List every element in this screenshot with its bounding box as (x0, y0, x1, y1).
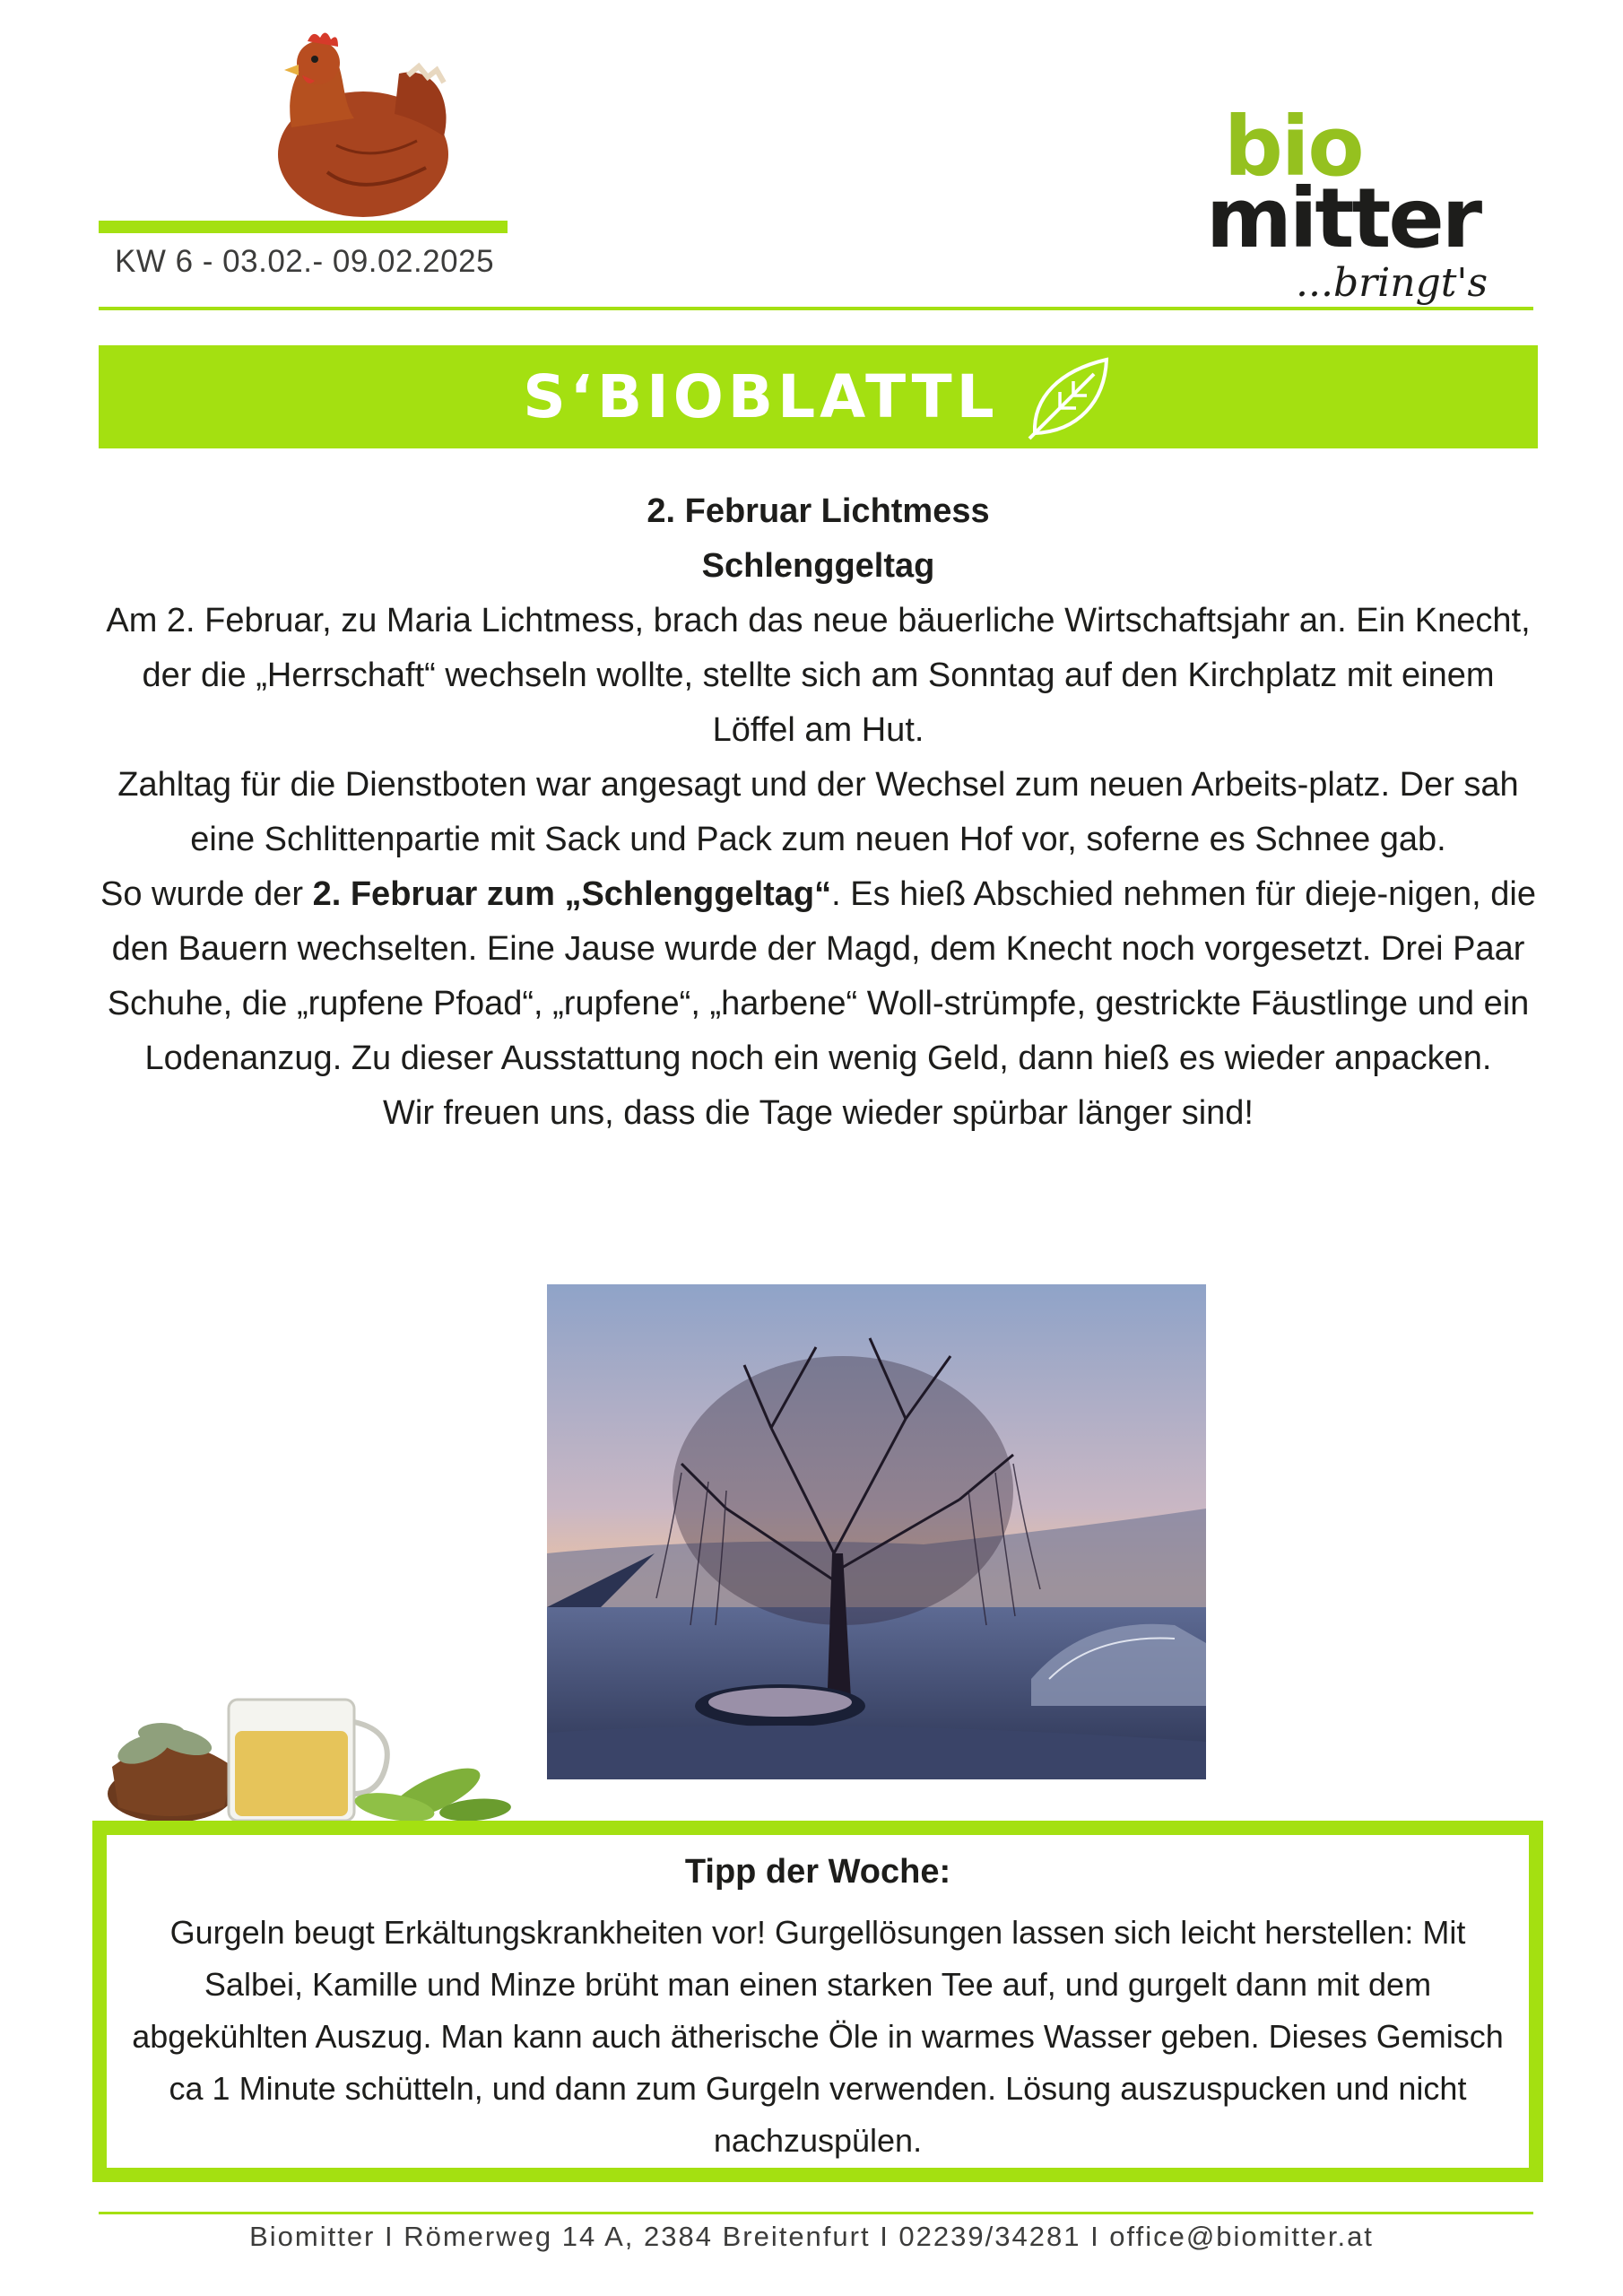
herbal-tea-image (99, 1659, 520, 1830)
tip-text: Gurgeln beugt Erkältungskrankheiten vor! Gurgellösungen lassen sich leicht herstellen: Mit Salbei, Kamille und Minze brüht man einen starken Tee auf, und gurgelt dann mit dem abgekühlten Auszug. Man kann auch ätherische Öle in warmes Wasser geben. Dieses Gemisch ca 1 Minute schütteln, und dann zum Gurgeln verwenden. Lösung auszuspucken und nicht nachzuspülen. (132, 1914, 1504, 2159)
title-banner (99, 345, 1538, 448)
article-paragraph-3-end: . Es hieß Abschied nehmen für dieje-nigen, die den Bauern wechselten. Eine Jause wurde der Magd, dem Knecht noch vorgesetzt. Drei Paar Schuhe, die „rupfene Pfoad“, „rupfene“, „harbene“ Woll-strümpfe, gestrickte Fäustlinge und ein Lodenanzug. Zu dieser Ausstattung noch ein wenig Geld, dann hieß es wieder anpacken. (107, 875, 1536, 1077)
willow-tree-photo (547, 1284, 1206, 1779)
article-paragraph-1: Am 2. Februar, zu Maria Lichtmess, brach das neue bäuerliche Wirtschaftsjahr an. Ein Knecht, der die „Herrschaft“ wechseln wollte, stellte sich am Sonntag auf den Kirchplatz mit einem Löffel am Hut. (106, 602, 1531, 749)
hen-image (229, 20, 462, 226)
page-title: S‘BIOBLATTL (523, 362, 999, 431)
article-paragraph-4: Wir freuen uns, dass die Tage wieder spürbar länger sind! (383, 1094, 1254, 1132)
tip-title: Tipp der Woche: (684, 1853, 951, 1891)
footer-divider (99, 2212, 1533, 2214)
week-accent-bar (99, 221, 508, 233)
logo-tagline: ...bringt's (1296, 260, 1488, 306)
biomitter-logo (1206, 99, 1493, 312)
logo-mitter-text: mitter (1206, 170, 1480, 266)
article-paragraph-3 (99, 867, 1538, 1086)
article-heading-title: Schlenggeltag (701, 547, 935, 585)
article-paragraph-2: Zahltag für die Dienstboten war angesagt und der Wechsel zum neuen Arbeits-platz. Der sah eine Schlittenpartie mit Sack und Pack zum neuen Hof vor, soferne es Schnee gab. (117, 766, 1519, 858)
article-paragraph-3-start: So wurde der (100, 875, 313, 913)
article (99, 484, 1538, 1141)
leaf-icon (1024, 352, 1114, 442)
footer-contact: Biomitter I Römerweg 14 A, 2384 Breitenfurt I 02239/34281 I office@biomitter.at (249, 2221, 1374, 2252)
tip-of-the-week-box (92, 1821, 1543, 2182)
article-paragraph-3-bold: 2. Februar zum „Schlenggeltag“ (312, 875, 832, 913)
article-heading-date: 2. Februar Lichtmess (647, 492, 990, 530)
logo-bio-text: bio (1224, 99, 1363, 195)
week-label: KW 6 - 03.02.- 09.02.2025 (115, 244, 495, 279)
